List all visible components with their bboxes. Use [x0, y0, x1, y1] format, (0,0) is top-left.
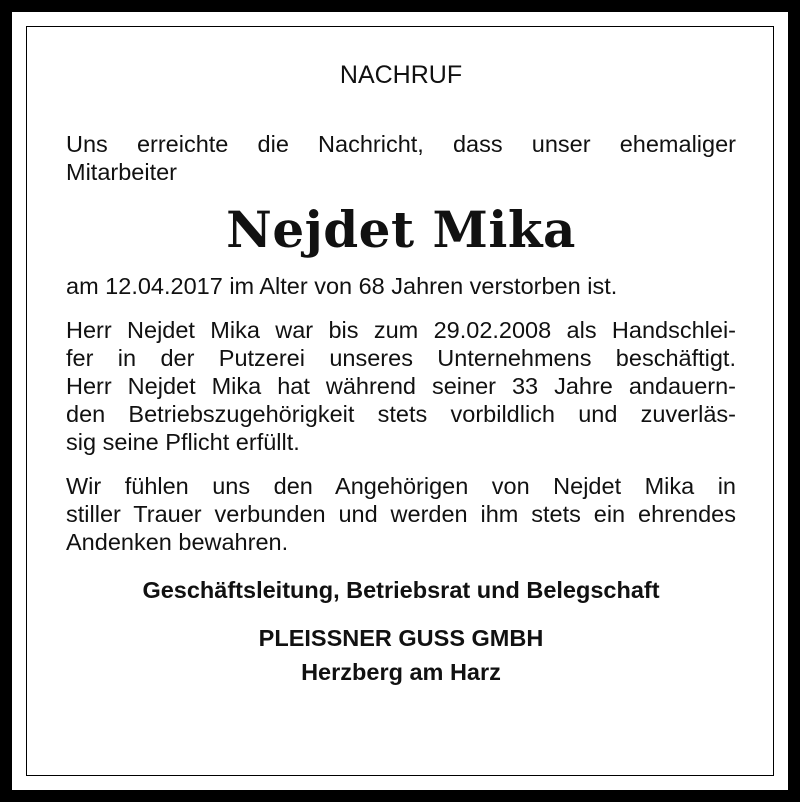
- death-line: am 12.04.2017 im Alter von 68 Jahren verstorben ist.: [66, 273, 618, 299]
- condolence-line-1: Wir fühlen uns den Angehörigen von Nejdet Mika in: [66, 473, 736, 499]
- condolence-line-3: Andenken bewahren.: [66, 529, 289, 555]
- notice-title: NACHRUF: [339, 61, 463, 89]
- intro-line-1: Uns erreichte die Nachricht, dass unser ehemaliger: [66, 131, 736, 157]
- condolence-paragraph: [66, 472, 736, 556]
- career-paragraph: [66, 316, 736, 456]
- signers-line: Geschäftsleitung, Betriebsrat und Belegschaft: [142, 577, 660, 603]
- career-line-2: fer in der Putzerei unseres Unternehmens beschäftigt.: [66, 345, 736, 371]
- intro-line-2: Mitarbeiter: [66, 159, 178, 185]
- career-line-3: Herr Nejdet Mika hat während seiner 33 Jahre andauern-: [66, 373, 736, 399]
- career-line-4: den Betriebszugehörigkeit stets vorbildlich und zuverläs-: [66, 401, 736, 427]
- condolence-line-2: stiller Trauer verbunden und werden ihm stets ein ehrendes: [66, 501, 736, 527]
- deceased-name: Nejdet Mika: [226, 200, 576, 259]
- career-line-5: sig seine Pflicht erfüllt.: [66, 429, 300, 455]
- company-city: Herzberg am Harz: [301, 659, 501, 685]
- company-name: PLEISSNER GUSS GMBH: [258, 625, 544, 651]
- intro-paragraph: [66, 130, 736, 186]
- death-paragraph: [66, 272, 736, 300]
- obituary-notice: [66, 60, 736, 686]
- career-line-1: Herr Nejdet Mika war bis zum 29.02.2008 als Handschlei-: [66, 317, 736, 343]
